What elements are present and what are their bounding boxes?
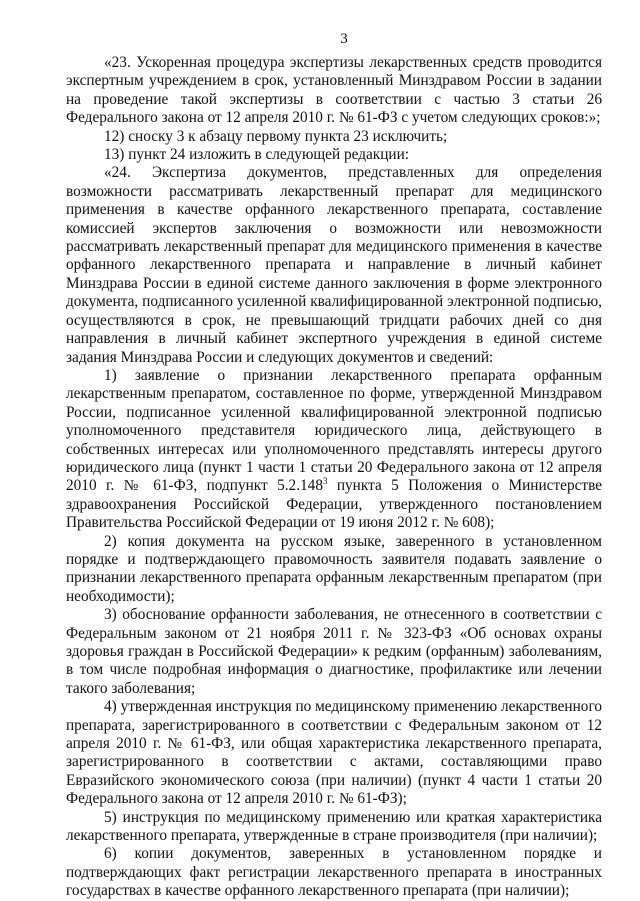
paragraph-12-footnote: 12) сноску 3 к абзацу первому пункта 23 исключить;: [104, 127, 448, 145]
list-item-3: 3) обоснование орфанности заболевания, не отнесенного в соответствии с Федеральным законом от 21 ноября 2011 г. № 323-ФЗ «Об основах охраны здоровья граждан в Российской Федерации» к редким (орфанным) заболеваниям, в том числе подробная информация о диагностике, профилактике или лечении такого заболевания;: [66, 606, 602, 697]
list-item-1-text-continued: пункта 5 Положения о Министерстве здравоохранения Российской Федерации, утвержденного постановлением Правительства Российской Федерации от 19 июня 2012 г. № 608);: [66, 477, 602, 532]
list-item-6: 6) копии документов, заверенных в установленном порядке и подтверждающих факт регистрации лекарственного препарата в иностранных государствах в качестве орфанного лекарственного препарата (при наличии);: [66, 845, 602, 900]
page-number: 3: [340, 31, 348, 47]
list-item-1: [66, 367, 602, 533]
paragraph-24-expertise: «24. Экспертиза документов, представленных для определения возможности рассматривать лекарственный препарат для медицинского применения в качестве орфанного лекарственного препарата, составление комиссией экспертов заключения о возможности или невозможности рассматривать лекарственный препарат для медицинского применения в качестве орфанного лекарственного препарата и направление в личный кабинет Минздрава России в единой системе данного заключения в форме электронного документа, подписанного усиленной квалифицированной электронной подписью, осуществляются в срок, не превышающий тридцати рабочих дней со дня направления в личный кабинет экспертного учреждения в единой системе задания Минздрава России и следующих документов и сведений:: [66, 164, 602, 366]
paragraph-23-ускоренная-процедура: «23. Ускоренная процедура экспертизы лекарственных средств проводится экспертным учреждением в срок, установленный Минздравом России в задании на проведение такой экспертизы в соответствии с частью 3 статьи 26 Федерального закона от 12 апреля 2010 г. № 61-ФЗ с учетом следующих сроков:»;: [66, 54, 602, 127]
footnote-marker: 3: [322, 476, 328, 487]
paragraph-13-item-24: 13) пункт 24 изложить в следующей редакции:: [104, 146, 410, 164]
list-item-1-text: 1) заявление о признании лекарственного препарата орфанным лекарственным препаратом, составленное по форме, утвержденной Минздравом России, подписанное усиленной квалифицированной электронной подписью уполномоченного представителя юридического лица, действующего в собственных интересах или уполномоченного представлять интересы другого юридического лица (пункт 1 части 1 статьи 20 Федерального закона от 12 апреля 2010 г. № 61-ФЗ, подпункт 5.2.148: [66, 366, 602, 495]
list-item-5: 5) инструкция по медицинскому применению или краткая характеристика лекарственного препарата, утвержденные в стране производителя (при наличии);: [66, 808, 602, 845]
list-item-4: 4) утвержденная инструкция по медицинскому применению лекарственного препарата, зарегистрированного в соответствии с Федеральным законом от 12 апреля 2010 г. № 61-ФЗ, или общая характеристика лекарственного препарата, зарегистрированного в соответствии с актами, составляющими право Евразийского экономического союза (при наличии) (пункт 4 части 1 статьи 20 Федерального закона от 12 апреля 2010 г. № 61-ФЗ);: [66, 698, 602, 808]
list-item-2: 2) копия документа на русском языке, заверенного в установленном порядке и подтверждающего правомочность заявителя подавать заявление о признании лекарственного препарата орфанным лекарственным препаратом (при необходимости);: [66, 532, 602, 605]
